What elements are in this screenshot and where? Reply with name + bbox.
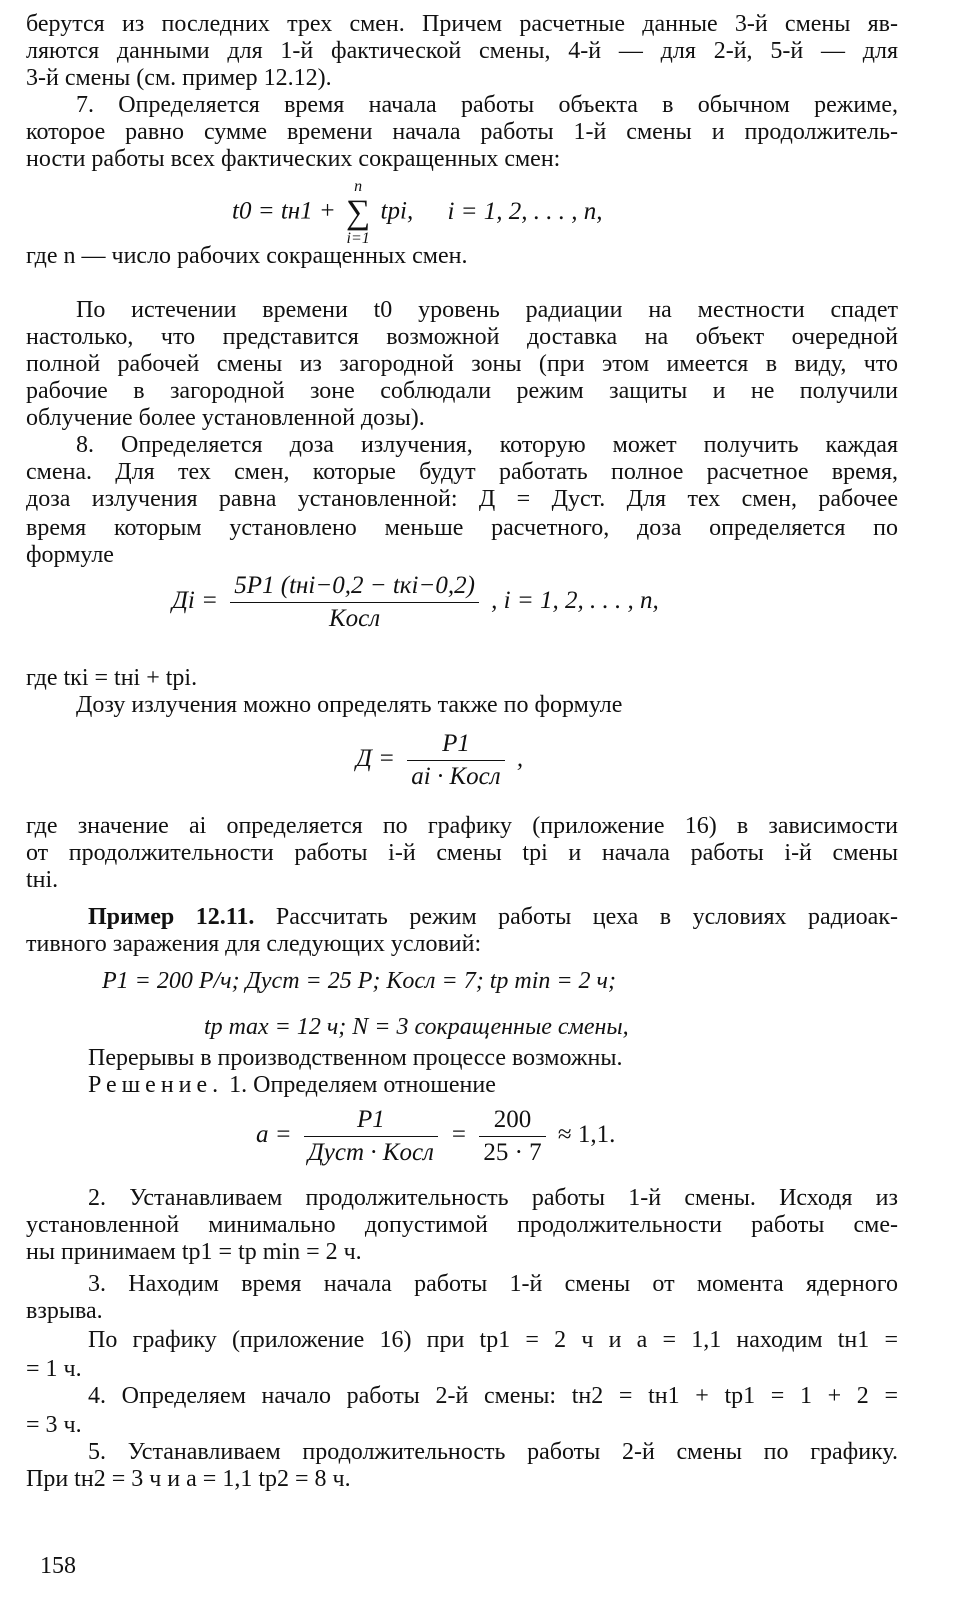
text-line: 4. Определяем начало работы 2-й смены: tн2 = tн1 + tр1 = 1 + 2 = xyxy=(88,1383,898,1409)
text-line: ности работы всех фактических сокращенных смен: xyxy=(26,146,561,172)
conditions-line-2: tр max = 12 ч; N = 3 сокращенные смены, xyxy=(204,1014,629,1040)
text-line: 5. Устанавливаем продолжительность работы 2-й смены по графику. xyxy=(88,1439,898,1465)
text-line: 8. Определяется доза излучения, которую может получить каждая xyxy=(76,432,898,458)
text-line: взрыва. xyxy=(26,1298,103,1324)
text-line: Перерывы в производственном процессе возможны. xyxy=(88,1045,623,1071)
text-line: формуле xyxy=(26,542,114,568)
text-line: 3-й смены (см. пример 12.12). xyxy=(26,65,332,91)
text-line: 3. Находим время начала работы 1-й смены от момента ядерного xyxy=(88,1271,898,1297)
text-line: = 3 ч. xyxy=(26,1412,82,1438)
fraction: $\frac{200}{25 \cdot 7}$ xyxy=(479,1106,545,1167)
example-heading-line: Пример 12.11. Рассчитать режим работы цеха в условиях радиоак- xyxy=(88,904,898,930)
solution-line: Решение. 1. Определяем отношение xyxy=(88,1072,496,1098)
page-number: 158 xyxy=(40,1553,76,1579)
conditions-line-1: P1 = 200 Р/ч; Дуст = 25 Р; Kосл = 7; tр min = 2 ч; xyxy=(102,968,616,994)
formula-dose-graph: Д = $\frac{P1}{\text{ai · Kосл}}$ , xyxy=(356,730,524,790)
text-line: полной рабочей смены из загородной зоны (при этом имеется в виду, что xyxy=(26,351,898,377)
text-line: установленной минимально допустимой продолжительности работы сме- xyxy=(26,1212,898,1238)
text-line: где n — число рабочих сокращенных смен. xyxy=(26,243,468,269)
text-line: настолько, что представится возможной доставка на объект очередной xyxy=(26,324,898,350)
text-line: Дозу излучения можно определять также по формуле xyxy=(76,692,623,718)
text-line: смена. Для тех смен, которые будут работать полное расчетное время, xyxy=(26,459,898,485)
formula-start-time: t0 = tн1 + n ∑ i=1 tрi, i = 1, 2, . . . , n, xyxy=(232,178,603,247)
text-line: тивного заражения для следующих условий: xyxy=(26,931,482,957)
solution-label: Решение. xyxy=(88,1072,224,1098)
fraction: $\frac{\text{5P1 (tнi−0,2 − tкi−0,2)}}{\text{Kосл}}$ xyxy=(230,572,479,633)
formula-dose-i: Дi = $\frac{\text{5P1 (tнi−0,2 − tкi−0,2)}}{\text{Kосл}}$ , i = 1, 2, . . . , n, xyxy=(172,572,659,632)
text-line: доза излучения равна установленной: Д = Дуст. Для тех смен, рабочее xyxy=(26,486,898,512)
text-line: от продолжительности работы i-й смены tрi и начала работы i-й смены xyxy=(26,840,898,866)
text-line: ляются данными для 1-й фактической смены, 4-й — для 2-й, 5-й — для xyxy=(26,38,898,64)
text-line: где значение ai определяется по графику (приложение 16) в зависимости xyxy=(26,813,898,839)
text-line: 7. Определяется время начала работы объекта в обычном режиме, xyxy=(76,92,898,118)
text-line: 2. Устанавливаем продолжительность работы 1-й смены. Исходя из xyxy=(88,1185,898,1211)
sum-symbol: n ∑ i=1 xyxy=(346,178,371,247)
text-line: время которым установлено меньше расчетного, доза определяется по xyxy=(26,515,898,541)
text-line: которое равно сумме времени начала работы 1-й смены и продолжитель- xyxy=(26,119,898,145)
text-line: По графику (приложение 16) при tр1 = 2 ч и a = 1,1 находим tн1 = xyxy=(88,1327,898,1353)
formula-ratio: a = $\frac{P1}{\text{Дуст · Kосл}}$ = $\frac{200}{25 \cdot 7}$ ≈ 1,1. xyxy=(256,1106,616,1166)
text-line: = 1 ч. xyxy=(26,1356,82,1382)
text-line: tнi. xyxy=(26,867,59,893)
text-line: По истечении времени t0 уровень радиации на местности спадет xyxy=(76,297,898,323)
text-line: рабочие в загородной зоне соблюдали режим защиты и не получили xyxy=(26,378,898,404)
text-line: где tкi = tнi + tрi. xyxy=(26,665,198,691)
fraction: $\frac{P1}{\text{ai · Kосл}}$ xyxy=(407,730,504,791)
text-line: ны принимаем tр1 = tр min = 2 ч. xyxy=(26,1239,362,1265)
text-line: облучение более установленной дозы). xyxy=(26,405,425,431)
fraction: $\frac{P1}{\text{Дуст · Kосл}}$ xyxy=(304,1106,438,1167)
text-line: берутся из последних трех смен. Причем расчетные данные 3-й смены яв- xyxy=(26,11,898,37)
text-line: При tн2 = 3 ч и a = 1,1 tр2 = 8 ч. xyxy=(26,1466,351,1492)
example-label: Пример 12.11. xyxy=(88,904,255,930)
